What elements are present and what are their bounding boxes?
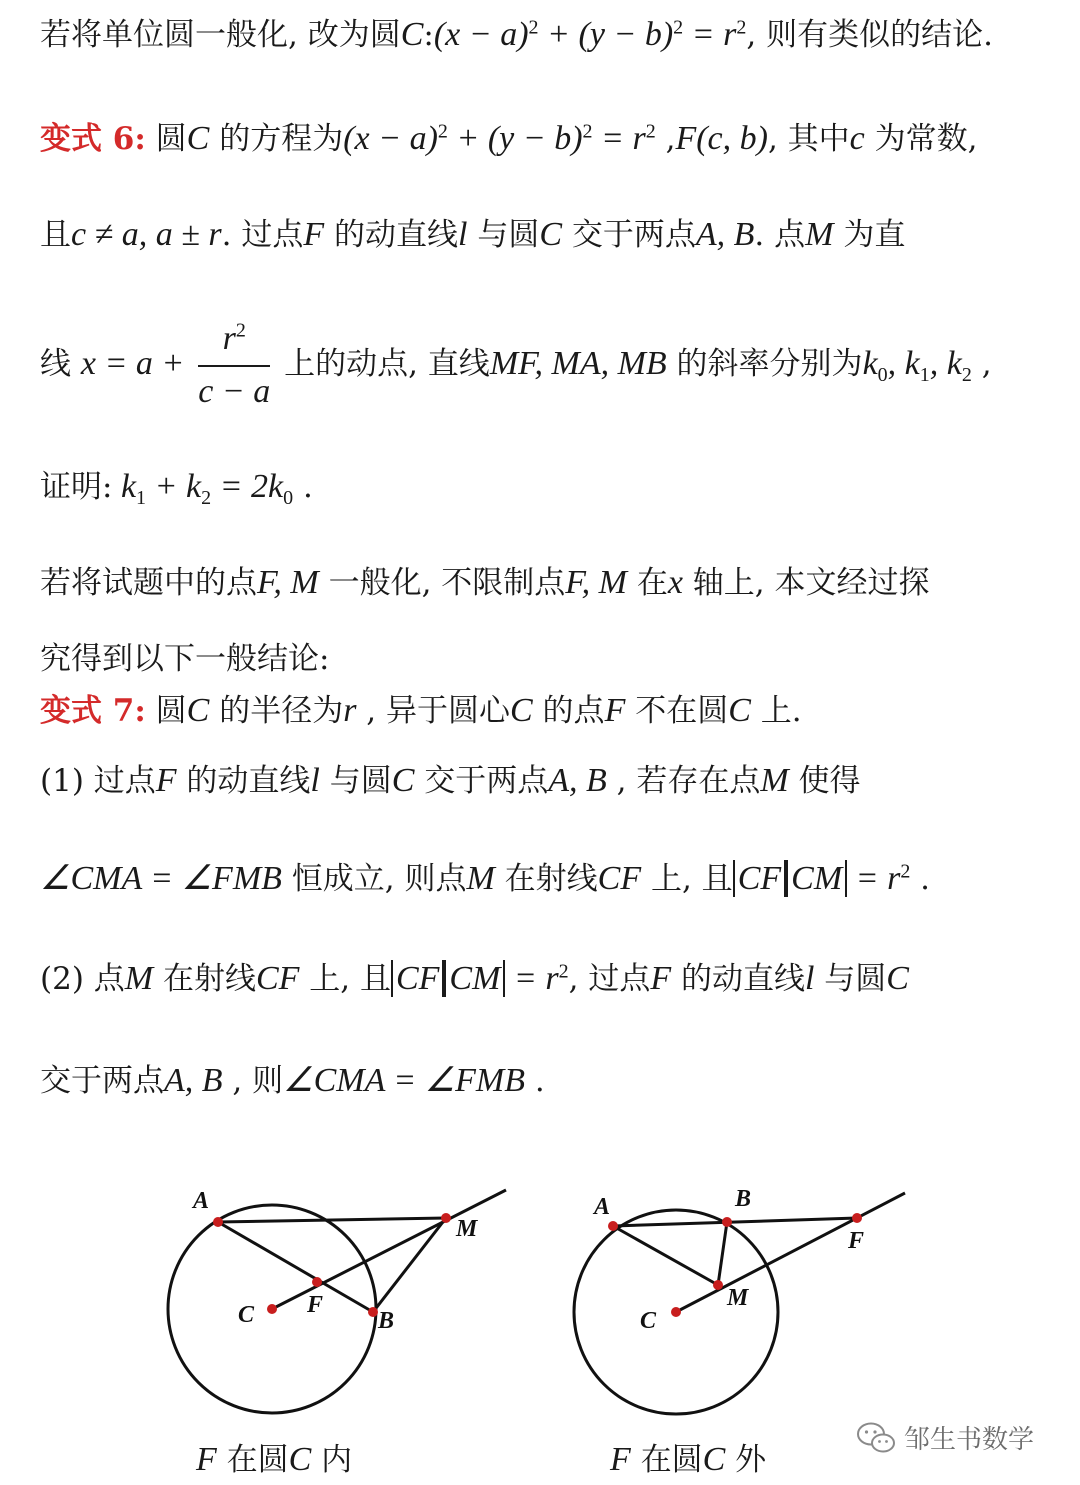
point-c [267, 1304, 277, 1314]
segment-mb [373, 1218, 446, 1312]
part-1-line-1: (1) 过点F 的动直线l 与圆C 交于两点A, B , 若存在点M 使得 [40, 762, 861, 799]
point-m [441, 1213, 451, 1223]
label-f: F [848, 1228, 865, 1254]
point-a [608, 1221, 618, 1231]
watermark [856, 1419, 1034, 1456]
segment-am [613, 1226, 718, 1285]
figure-f-outside-circle [560, 1180, 920, 1430]
variant-6-line-2: 且c ≠ a, a ± r. 过点F 的动直线l 与圆C 交于两点A, B. 点M 为直 [40, 216, 906, 253]
label-c: C [640, 1308, 657, 1334]
variant-6-line-4: 证明: $k_1 + k_2 = 2k_0$ . [40, 468, 313, 510]
label-a: A [594, 1194, 611, 1220]
point-c [671, 1307, 681, 1317]
wechat-icon [856, 1421, 896, 1455]
part-2-line-1: (2) 点M 在射线CF 上, 且 CF CM = $r^2$, 过点F 的动直线l 与圆C [40, 960, 909, 997]
figure-1-caption: F 在圆C 内 [196, 1441, 353, 1478]
generalization-line-2: 究得到以下一般结论: [40, 641, 330, 677]
part-2-line-2: 交于两点A, B , 则∠CMA = ∠FMB . [40, 1062, 545, 1099]
figure-2-caption: F 在圆C 外 [610, 1441, 767, 1478]
point-m [713, 1280, 723, 1290]
fraction: $\frac{r^2}{c - a}$ [198, 319, 271, 410]
variant-7-label: 变式 7: [40, 693, 146, 729]
point-f [852, 1213, 862, 1223]
segment-am [218, 1218, 446, 1222]
point-b [368, 1307, 378, 1317]
segment-af [613, 1218, 857, 1226]
label-m: M [727, 1285, 749, 1311]
variant-6-line-3: 线 x = a + $\frac{r^2}{c - a}$ 上的动点, 直线MF, MA, MB 的斜率分别为$k_0$, $k_1$, $k_2$ , [40, 318, 992, 413]
label-a: A [193, 1188, 210, 1214]
label-c: C [238, 1302, 255, 1328]
segment-bm [718, 1222, 727, 1285]
point-b [722, 1217, 732, 1227]
ray-cm [676, 1193, 905, 1312]
label-b: B [735, 1186, 752, 1212]
variant-7-line-1: 变式 7: 圆C 的半径为r , 异于圆心C 的点F 不在圆C 上. [40, 692, 802, 729]
label-b: B [378, 1308, 395, 1334]
variant-6-line-1: 变式 6: 圆C 的方程为$(x - a)^2 + (y - b)^2 = r^2$ ,F(c, b), 其中c 为常数, [40, 120, 978, 157]
figure-f-inside-circle [150, 1175, 530, 1435]
point-a [213, 1217, 223, 1227]
watermark-text: 邹生书数学 [904, 1425, 1035, 1455]
generalization-line-1: 若将试题中的点F, M 一般化, 不限制点F, M 在x 轴上, 本文经过探 [40, 564, 930, 601]
text-line-1: 若将单位圆一般化, 改为圆C:(x − $a)^2 + (y - b)^2 = r^2$, 则有类似的结论. [40, 16, 993, 53]
point-f [312, 1277, 322, 1287]
label-m: M [456, 1216, 478, 1242]
label-f: F [307, 1292, 324, 1318]
part-1-line-2: ∠CMA = ∠FMB 恒成立, 则点M 在射线CF 上, 且 CF CM = $r^2$ . [40, 860, 931, 897]
variant-6-label: 变式 6: [40, 121, 146, 157]
